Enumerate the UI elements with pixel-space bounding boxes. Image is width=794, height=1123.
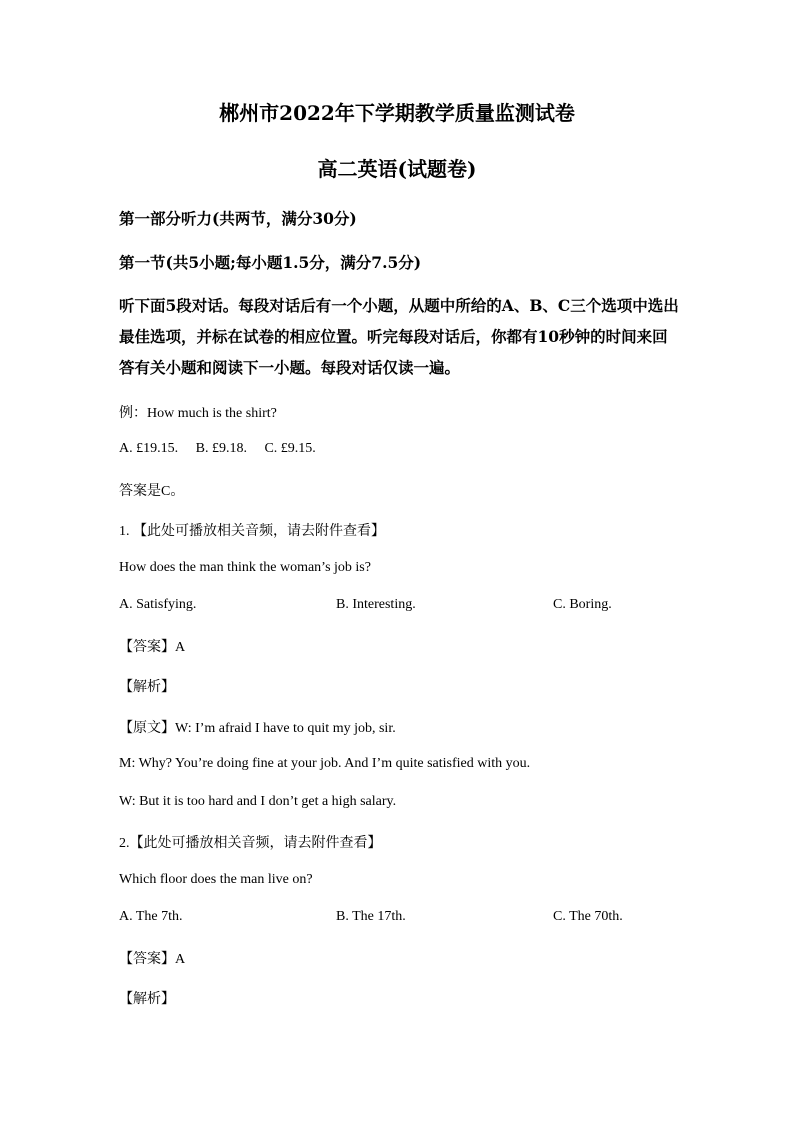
q1-transcript-line: M: Why? You’re doing fine at your job. And I’m quite satisfied with you. — [119, 756, 531, 771]
q2-audio-prompt[interactable]: 2.【此处可播放相关音频，请去附件查看】 — [119, 836, 382, 851]
exam-title: 郴州市2022年下学期教学质量监测试卷 — [219, 101, 575, 125]
q2-answer: 【答案】A — [119, 952, 186, 967]
section1-heading: 第一节(共5小题;每小题1.5分，满分7.5分) — [119, 253, 422, 272]
q1-transcript-line: 【原文】W: I’m afraid I have to quit my job, sir. — [119, 721, 396, 736]
q2-option-c: C. The 70th. — [553, 909, 623, 924]
part1-heading: 第一部分听力(共两节，满分30分) — [119, 209, 357, 228]
q1-option-a: A. Satisfying. — [119, 597, 197, 612]
q1-transcript-line: W: But it is too hard and I don’t get a high salary. — [119, 794, 397, 809]
q1-audio-prompt[interactable]: 1. 【此处可播放相关音频，请去附件查看】 — [119, 524, 385, 539]
q2-option-b: B. The 17th. — [336, 909, 406, 924]
exam-subtitle: 高二英语(试题卷) — [317, 157, 477, 181]
q1-question: How does the man think the woman’s job is? — [119, 560, 371, 575]
q2-question: Which floor does the man live on? — [119, 872, 313, 887]
q2-option-a: A. The 7th. — [119, 909, 183, 924]
example-question: 例：How much is the shirt? — [119, 406, 277, 421]
q2-analysis: 【解析】 — [119, 992, 175, 1007]
q1-option-b: B. Interesting. — [336, 597, 416, 612]
listening-instructions: 听下面5段对话。每段对话后有一个小题，从题中所给的A、B、C三个选项中选出最佳选项，并标在试卷的相应位置。听完每段对话后，你都有10秒钟的时间来回答有关小题和阅读下一小题。每段对话仅读一遍。 — [119, 296, 679, 377]
example-options: A. £19.15. B. £9.18. C. £9.15. — [119, 441, 316, 456]
q1-answer: 【答案】A — [119, 640, 186, 655]
q1-option-c: C. Boring. — [553, 597, 612, 612]
q1-analysis: 【解析】 — [119, 680, 175, 695]
example-answer: 答案是C。 — [119, 484, 185, 499]
